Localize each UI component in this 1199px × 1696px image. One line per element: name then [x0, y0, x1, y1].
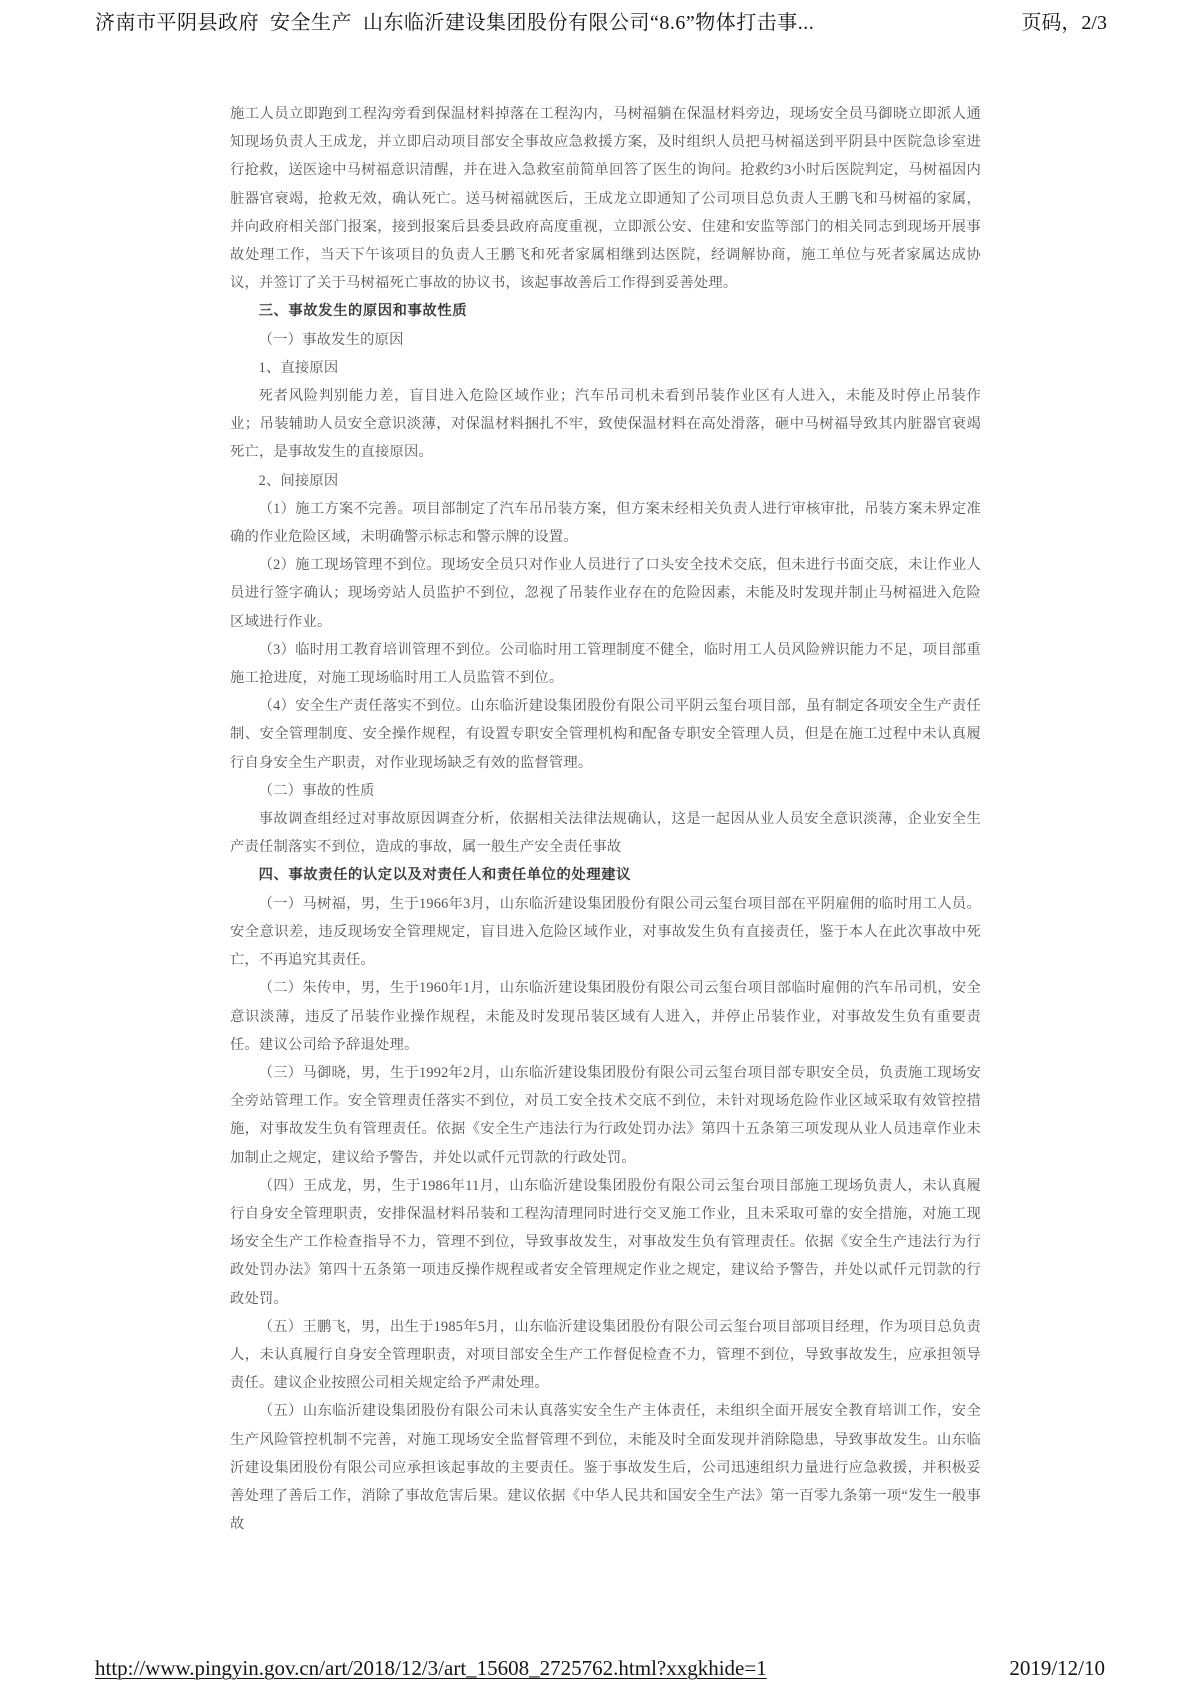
paragraph: （二）朱传申，男，生于1960年1月，山东临沂建设集团股份有限公司云玺台项目部临时雇佣的汽车吊司机，安全意识淡薄，违反了吊装作业操作规程，未能及时发现吊装区域有人进入，并停止吊装作业，对事故发生负有重要责任。建议公司给予辞退处理。: [230, 980, 981, 1053]
paragraph: 施工人员立即跑到工程沟旁看到保温材料掉落在工程沟内，马树福躺在保温材料旁边，现场安全员马御晓立即派人通知现场负责人王成龙，并立即启动项目部安全事故应急救援方案，及时组织人员把马树福送到平阴县中医院急诊室进行抢救，送医途中马树福意识清醒，并在进入急救室前简单回答了医生的询问。抢救约3小时后医院判定，马树福因内脏器官衰竭，抢救无效，确认死亡。送马树福就医后，王成龙立即通知了公司项目总负责人王鹏飞和马树福的家属，并向政府相关部门报案，接到报案后县委县政府高度重视，立即派公安、住建和安监等部门的相关同志到现场开展事故处理工作，当天下午该项目的负责人王鹏飞和死者家属相继到达医院，经调解协商，施工单位与死者家属达成协议，并签订了关于马树福死亡事故的协议书，该起事故善后工作得到妥善处理。: [230, 106, 981, 292]
paragraph: （五）王鹏飞，男，出生于1985年5月，山东临沂建设集团股份有限公司云玺台项目部项目经理，作为项目总负责人，未认真履行自身安全管理职责，对项目部安全生产工作督促检查不力，管理不到位，导致事故发生，应承担领导责任。建议企业按照公司相关规定给予严肃处理。: [230, 1318, 981, 1392]
paragraph: 1、直接原因: [258, 359, 339, 376]
paragraph: （二）事故的性质: [258, 782, 375, 799]
source-url: http://www.pingyin.gov.cn/art/2018/12/3/art_15608_2725762.html?xxgkhide=1: [95, 1656, 767, 1680]
paragraph: （一）马树福，男，生于1966年3月，山东临沂建设集团股份有限公司云玺台项目部在平阴雇佣的临时用工人员。安全意识差，违反现场安全管理规定，盲目进入危险区域作业，对事故发生负有直接责任，鉴于本人在此次事故中死亡，不再追究其责任。: [230, 895, 981, 969]
document-title: 济南市平阴县政府 安全生产 山东临沂建设集团股份有限公司“8.6”物体打击事...: [95, 12, 815, 34]
print-date: 2019/12/10: [1009, 1656, 1105, 1680]
paragraph: （三）马御晓，男，生于1992年2月，山东临沂建设集团股份有限公司云玺台项目部专职安全员，负责施工现场安全旁站管理工作。安全管理责任落实不到位，对员工安全技术交底不到位，未针对现场危险作业区域采取有效管控措施，对事故发生负有管理责任。依据《安全生产违法行为行政处罚办法》第四十五条第三项发现从业人员违章作业未加制止之规定，建议给予警告，并处以贰仟元罚款的行政处罚。: [230, 1064, 981, 1166]
section-heading: 三、事故发生的原因和事故性质: [258, 303, 468, 320]
paragraph: （四）王成龙，男，生于1986年11月，山东临沂建设集团股份有限公司云玺台项目部施工现场负责人，未认真履行自身安全管理职责，安排保温材料吊装和工程沟清理同时进行交叉施工作业，且未采取可靠的安全措施，对施工现场安全生产工作检查指导不力，管理不到位，导致事故发生，对事故发生负有管理责任。依据《安全生产违法行为行政处罚办法》第四十五条第一项违反操作规程或者安全管理规定作业之规定，建议给予警告，并处以贰仟元罚款的行政处罚。: [230, 1177, 981, 1307]
paragraph: 事故调查组经过对事故原因调查分析，依据相关法律法规确认，这是一起因从业人员安全意识淡薄，企业安全生产责任制落实不到位，造成的事故，属一般生产安全责任事故: [230, 811, 981, 856]
paragraph: （1）施工方案不完善。项目部制定了汽车吊吊装方案，但方案未经相关负责人进行审核审批，吊装方案未界定准确的作业危险区域，未明确警示标志和警示牌的设置。: [230, 500, 981, 546]
paragraph: （3）临时用工教育培训管理不到位。公司临时用工管理制度不健全，临时用工人员风险辨识能力不足，项目部重施工抢进度，对施工现场临时用工人员监管不到位。: [230, 641, 981, 687]
page-header: [95, 6, 1107, 35]
document-body: [230, 100, 981, 1538]
paragraph: （一）事故发生的原因: [258, 331, 404, 348]
paragraph: （4）安全生产责任落实不到位。山东临沂建设集团股份有限公司平阴云玺台项目部，虽有制定各项安全生产责任制、安全管理制度、安全操作规程，有设置专职安全管理机构和配备专职安全管理人员，但是在施工过程中未认真履行自身安全生产职责，对作业现场缺乏有效的监督管理。: [230, 698, 981, 771]
paragraph: 死者风险判别能力差，盲目进入危险区域作业；汽车吊司机未看到吊装作业区有人进入，未能及时停止吊装作业；吊装辅助人员安全意识淡薄，对保温材料捆扎不牢，致使保温材料在高处滑落，砸中马树福导致其内脏器官衰竭死亡，是事故发生的直接原因。: [230, 388, 981, 461]
section-heading: 四、事故责任的认定以及对责任人和责任单位的处理建议: [258, 867, 632, 884]
paragraph: 2、间接原因: [258, 472, 339, 489]
paragraph: （2）施工现场管理不到位。现场安全员只对作业人员进行了口头安全技术交底，但未进行书面交底，未让作业人员进行签字确认；现场旁站人员监护不到位，忽视了吊装作业存在的危险因素，未能及时发现并制止马树福进入危险区域进行作业。: [230, 557, 981, 630]
paragraph: （五）山东临沂建设集团股份有限公司未认真落实安全生产主体责任，未组织全面开展安全教育培训工作，安全生产风险管控机制不完善，对施工现场安全监督管理不到位，未能及时全面发现并消除隐患，导致事故发生。山东临沂建设集团股份有限公司应承担该起事故的主要责任。鉴于事故发生后，公司迅速组织力量进行应急救援，并积极妥善处理了善后工作，消除了事故危害后果。建议依据《中华人民共和国安全生产法》第一百零九条第一项“发生一般事故: [230, 1403, 981, 1533]
page-number: 页码，2/3: [1021, 12, 1107, 34]
page-footer: [95, 1656, 1105, 1681]
